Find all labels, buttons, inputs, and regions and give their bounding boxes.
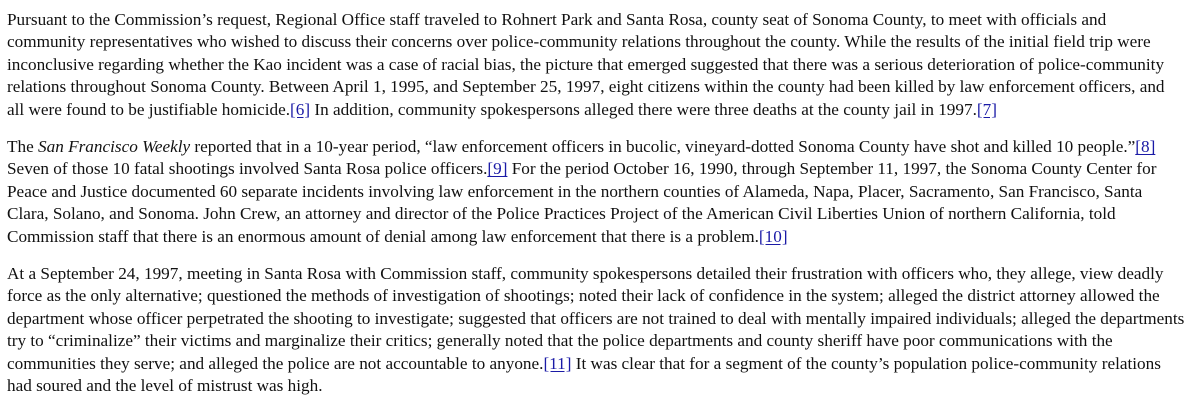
text-line (7, 136, 1194, 158)
text-line (7, 263, 1194, 285)
text-segment: The (7, 137, 39, 157)
text-line (7, 353, 1194, 375)
footnote-8-link[interactable]: [8] (1135, 137, 1156, 157)
text-segment: relations throughout Sonoma County. Between April 1, 1995, and September 25, 1997, eight citizens within the county had been killed by law enforcement officers, and (7, 77, 1165, 97)
text-segment: force as the only alternative; questioned the methods of investigation of shootings; noted their lack of confidence in the system; alleged the district attorney allowed the (7, 286, 1160, 306)
text-segment: inconclusive regarding whether the Kao incident was a case of racial bias, the picture that emerged suggested that there was a serious deterioration of police-community (7, 54, 1165, 74)
text-line (7, 330, 1194, 352)
text-segment: community representatives who wished to discuss their concerns over police-community relations throughout the county. While the results of the initial field trip were (7, 32, 1151, 52)
text-line (7, 158, 1194, 180)
text-segment: For the period October 16, 1990, through September 11, 1997, the Sonoma County Center for (507, 159, 1157, 179)
text-segment: communities they serve; and alleged the police are not accountable to anyone. (7, 353, 544, 373)
text-line (7, 308, 1194, 330)
text-line (7, 99, 1194, 121)
text-segment: Commission staff that there is an enormous amount of denial among law enforcement that there is a problem. (7, 226, 759, 246)
text-line (7, 54, 1194, 76)
text-segment: Seven of those 10 fatal shootings involved Santa Rosa police officers. (7, 159, 488, 179)
text-segment: At a September 24, 1997, meeting in Santa Rosa with Commission staff, community spokespersons detailed their frustration with officers who, they allege, view deadly (7, 264, 1164, 284)
text-segment: Peace and Justice documented 60 separate incidents involving law enforcement in the northern counties of Alameda, Napa, Placer, Sacramento, San Francisco, Santa (7, 181, 1143, 201)
text-line (7, 203, 1194, 225)
text-segment: had soured and the level of mistrust was high. (7, 376, 323, 396)
text-line (7, 375, 1194, 397)
publication-title: San Francisco Weekly (38, 137, 191, 157)
text-segment: department whose officer perpetrated the shooting to investigate; suggested that officers are not trained to deal with mentally impaired individuals; alleged the departments (7, 308, 1185, 328)
text-line (7, 76, 1194, 98)
text-segment: It was clear that for a segment of the county’s population police-community relations (571, 353, 1161, 373)
text-line (7, 226, 1194, 248)
footnote-6-link[interactable]: [6] (290, 99, 311, 119)
paragraph-1 (7, 9, 1194, 121)
text-line (7, 285, 1194, 307)
text-segment: try to “criminalize” their victims and marginalize their critics; generally noted that the police departments and county sheriff have poor communications with the (7, 331, 1113, 351)
text-line (7, 31, 1194, 53)
text-segment: Clara, Solano, and Sonoma. John Crew, an attorney and director of the Police Practices Project of the American Civil Liberties Union of northern California, told (7, 204, 1116, 224)
text-segment: all were found to be justifiable homicide. (7, 99, 291, 119)
text-segment: reported that in a 10-year period, “law enforcement officers in bucolic, vineyard-dotted Sonoma County have shot and killed 10 people.” (190, 137, 1136, 157)
paragraph-2 (7, 136, 1194, 248)
text-segment: In addition, community spokespersons alleged there were three deaths at the county jail in 1997. (310, 99, 977, 119)
text-segment: Pursuant to the Commission’s request, Regional Office staff traveled to Rohnert Park and Santa Rosa, county seat of Sonoma County, to meet with officials and (7, 10, 1107, 29)
paragraph-3 (7, 263, 1194, 397)
text-line (7, 181, 1194, 203)
footnote-9-link[interactable]: [9] (487, 159, 508, 179)
text-line (7, 9, 1194, 31)
footnote-7-link[interactable]: [7] (976, 99, 997, 119)
footnote-10-link[interactable]: [10] (758, 226, 788, 246)
footnote-11-link[interactable]: [11] (543, 353, 572, 373)
